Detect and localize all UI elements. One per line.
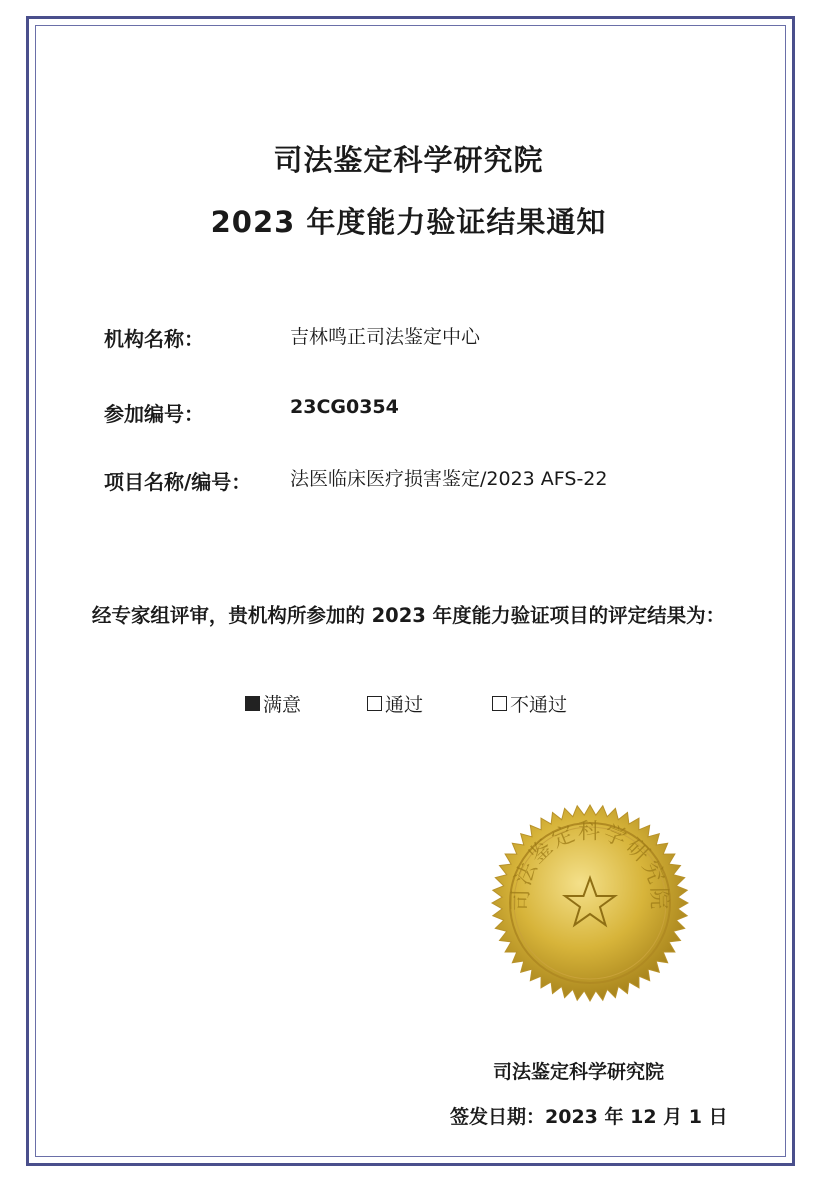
issue-date: [450, 1102, 728, 1129]
unchecked-box-icon: [367, 696, 382, 711]
participant-no-label: 参加编号：: [104, 402, 204, 426]
signature-organization: 司法鉴定科学研究院: [493, 1061, 665, 1083]
result-label: 通过: [385, 694, 424, 716]
official-seal: [490, 798, 690, 1008]
result-option-pass: [367, 690, 423, 717]
seal-text: 司法鉴定科学研究院: [508, 819, 672, 912]
issue-date-value: 2023 年 12 月 1 日: [545, 1106, 728, 1128]
checked-box-icon: [245, 696, 260, 711]
evaluation-statement: 经专家组评审，贵机构所参加的 2023 年度能力验证项目的评定结果为：: [91, 604, 726, 627]
result-option-fail: [492, 690, 567, 717]
result-option-satisfactory: [245, 690, 301, 717]
institution-label: 机构名称：: [104, 327, 204, 351]
issuer-title: 司法鉴定科学研究院: [273, 143, 544, 177]
participant-no-value: 23CG0354: [290, 396, 399, 418]
project-label: 项目名称/编号：: [104, 470, 252, 494]
notice-title: 2023 年度能力验证结果通知: [210, 205, 607, 239]
institution-value: 吉林鸣正司法鉴定中心: [290, 326, 481, 348]
unchecked-box-icon: [492, 696, 507, 711]
project-value: 法医临床医疗损害鉴定/2023 AFS-22: [290, 468, 608, 490]
result-label: 满意: [263, 694, 302, 716]
issue-date-label: 签发日期：: [450, 1106, 546, 1128]
result-label: 不通过: [510, 694, 568, 716]
